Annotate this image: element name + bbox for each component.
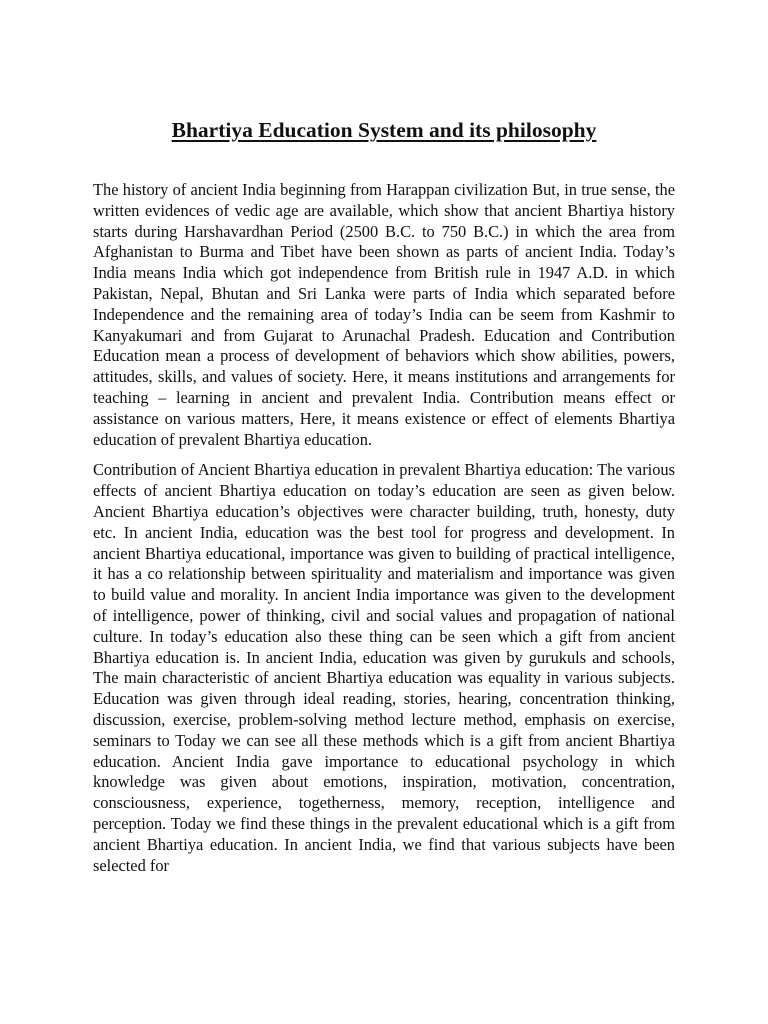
paragraph-contribution: Contribution of Ancient Bhartiya education in prevalent Bhartiya education: The various effects of ancient Bhartiya education on today’s education are seen as given below. Ancient Bhartiya education’s objectives were character building, truth, honesty, duty etc. In ancient India, education was the best tool for progress and development. In ancient Bhartiya educational, importance was given to building of practical intelligence, it has a co relationship between spirituality and materialism and importance was given to build value and morality. In ancient India importance was given to the development of intelligence, power of thinking, civil and social values and propagation of national culture. In today’s education also these thing can be seen which a gift from ancient Bhartiya education is. In ancient India, education was given by gurukuls and schools, The main characteristic of ancient Bhartiya education was equality in various subjects. Education was given through ideal reading, stories, hearing, concentration thinking, discussion, exercise, problem-solving method lecture method, emphasis on exercise, seminars to Today we can see all these methods which is a gift from ancient Bhartiya education. Ancient India gave importance to educational psychology in which knowledge was given about emotions, inspiration, motivation, concentration, consciousness, experience, togetherness, memory, reception, intelligence and perception. Today we find these things in the prevalent educational which is a gift from ancient Bhartiya education. In ancient India, we find that various subjects have been selected for <box>93 460 675 875</box>
paragraph-history: The history of ancient India beginning from Harappan civilization But, in true sense, the written evidences of vedic age are available, which show that ancient Bhartiya history starts during Harshavardhan Period (2500 B.C. to 750 B.C.) in which the area from Afghanistan to Burma and Tibet have been shown as parts of ancient India. Today’s India means India which got independence from British rule in 1947 A.D. in which Pakistan, Nepal, Bhutan and Sri Lanka were parts of India which separated before Independence and the remaining area of today’s India can be seem from Kashmir to Kanyakumari and from Gujarat to Arunachal Pradesh. Education and Contribution Education mean a process of development of behaviors which show abilities, powers, attitudes, skills, and values of society. Here, it means institutions and arrangements for teaching – learning in ancient and prevalent India. Contribution means effect or assistance on various matters, Here, it means existence or effect of elements Bhartiya education of prevalent Bhartiya education. <box>93 180 675 449</box>
document-title: Bhartiya Education System and its philosophy <box>171 118 597 142</box>
document-body <box>93 180 675 886</box>
